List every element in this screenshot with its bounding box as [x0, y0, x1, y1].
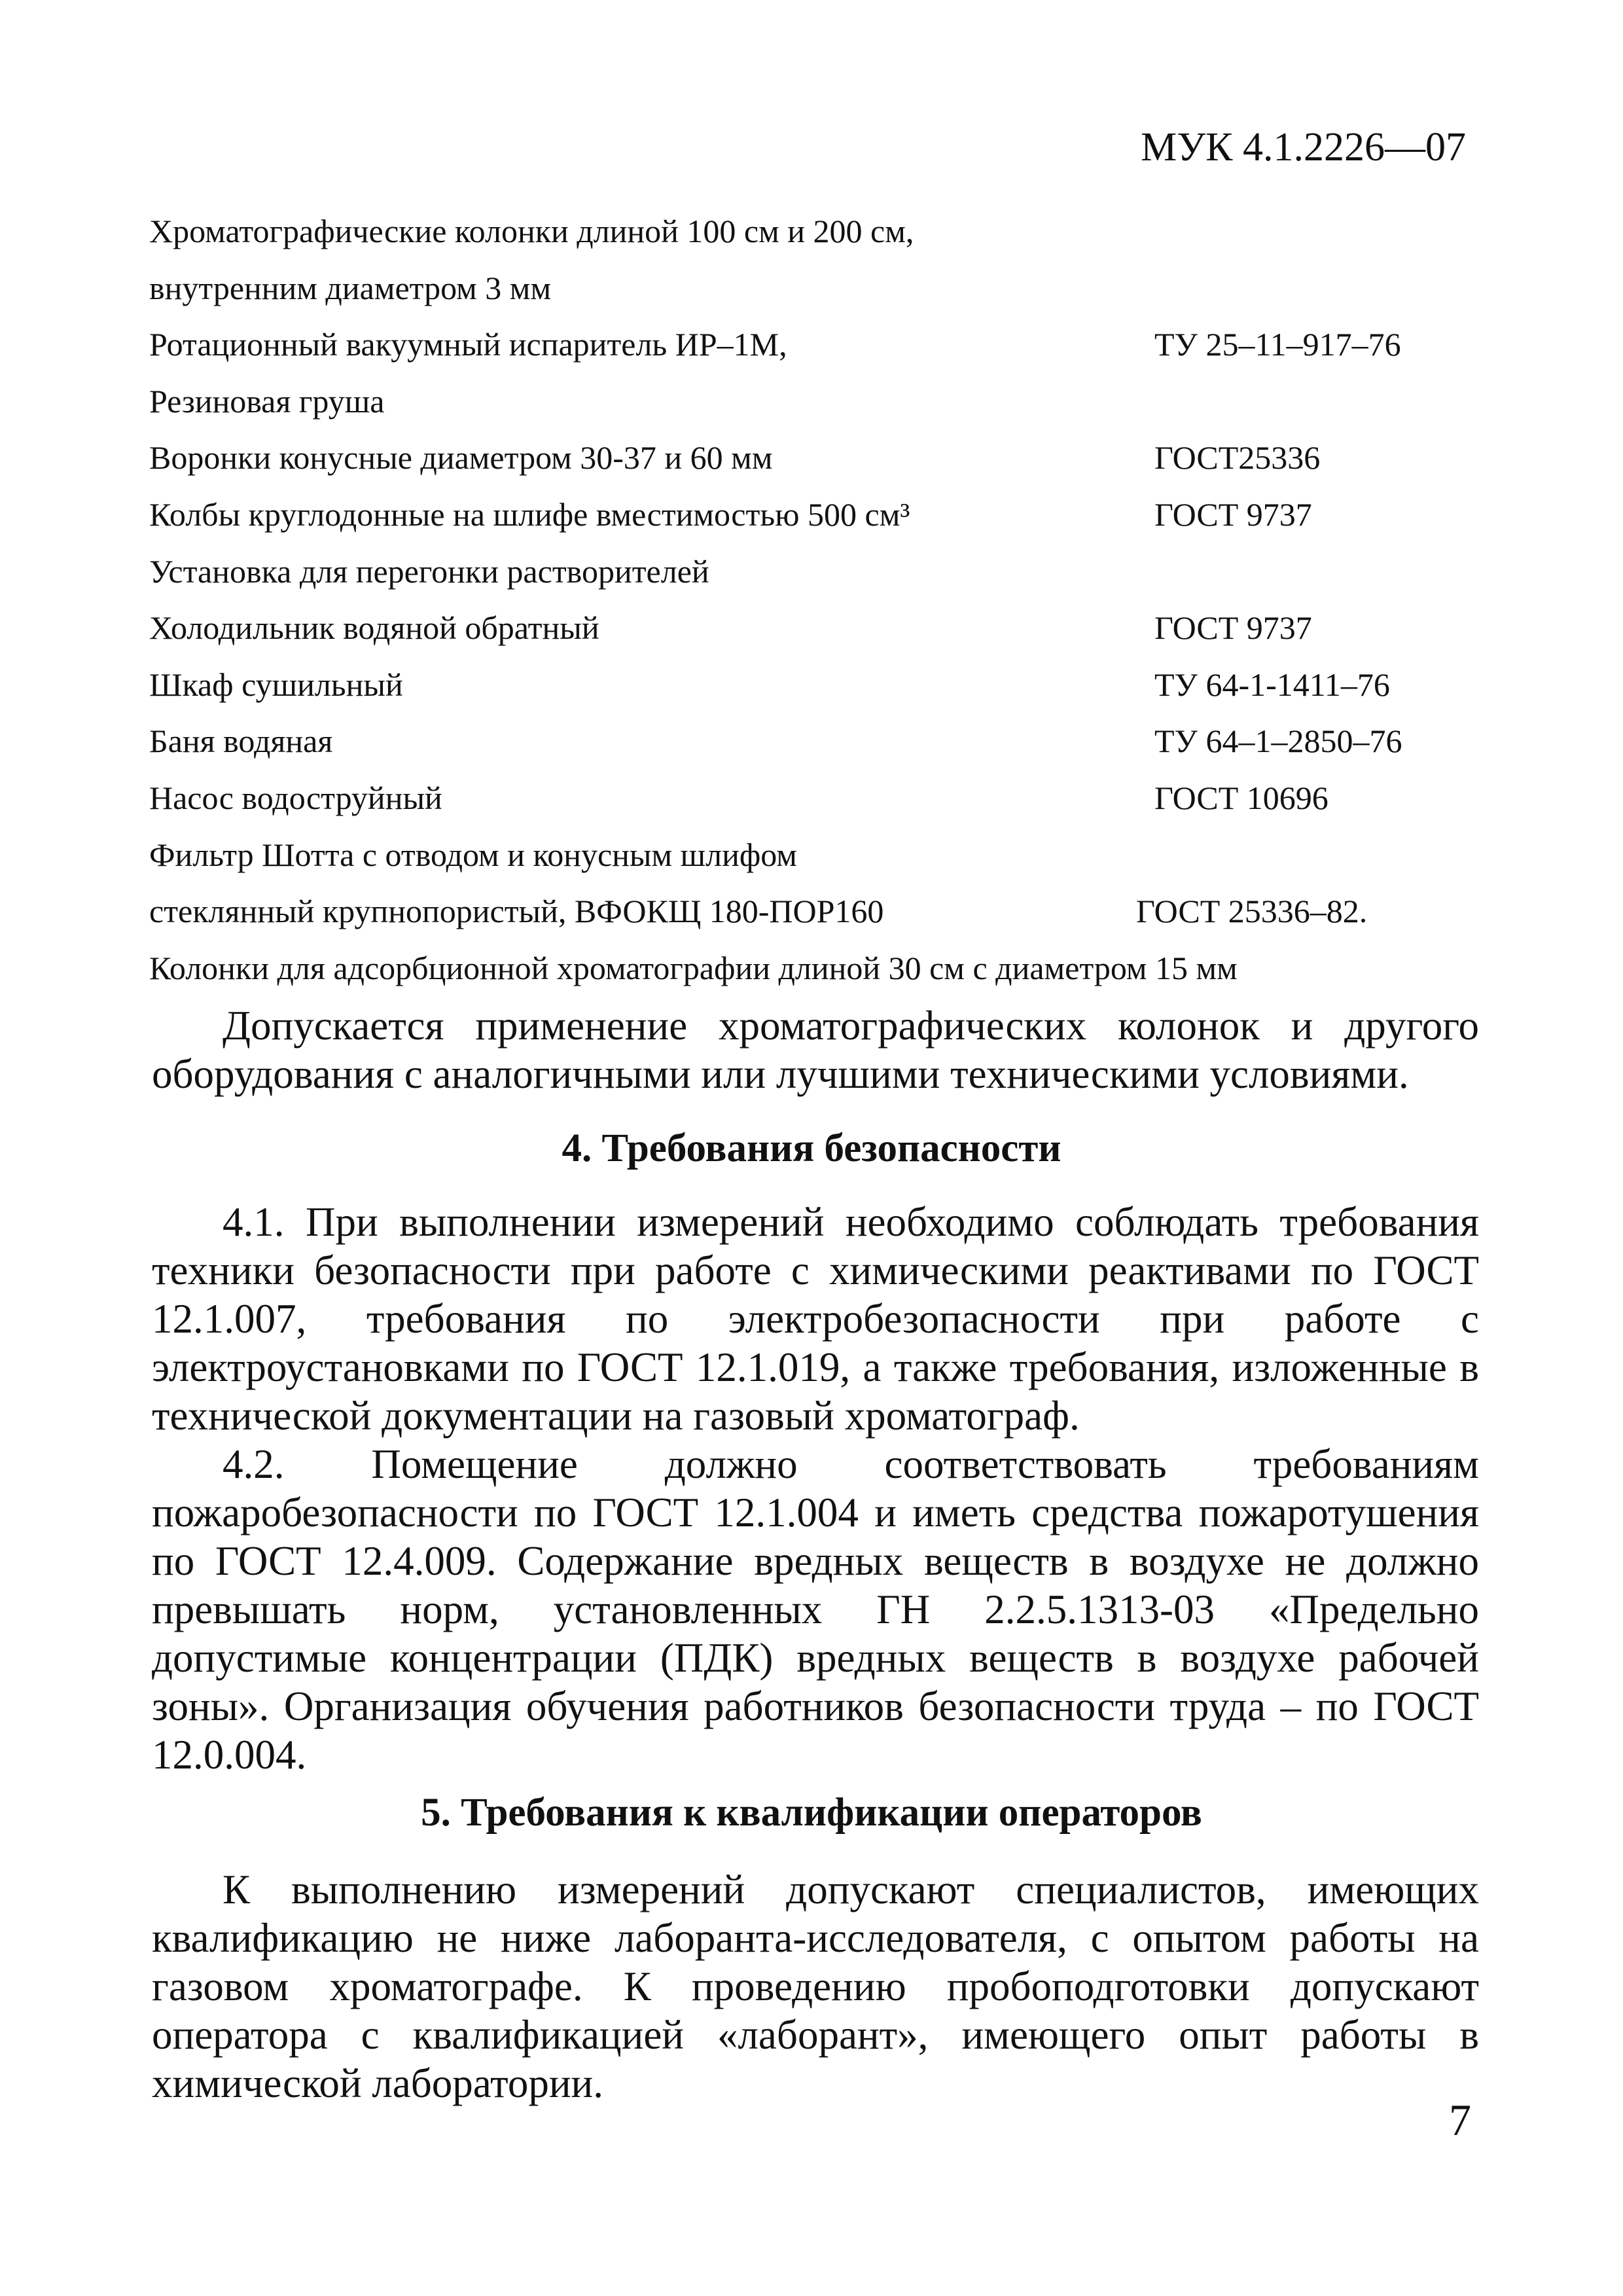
equipment-standard: ГОСТ 9737 [1154, 495, 1312, 533]
equipment-standard: ТУ 25–11–917–76 [1154, 326, 1401, 363]
section-4-heading: 4. Требования безопасности [562, 1126, 1061, 1170]
equipment-note: Допускается применение хроматографических колонок и другого оборудования с аналогичными или лучшими техническими условиями. [152, 1003, 1479, 1097]
equipment-name: Хроматографические колонки длиной 100 см и 200 см, [149, 213, 914, 249]
section-5-paragraph-1: К выполнению измерений допускают специалистов, имеющих квалификацию не ниже лаборанта-исследователя, с опытом работы на газовом хроматографе. К проведению пробоподготовки допускают оператора с квалификацией «лаборант», имеющего опыт работы в химической лаборатории. [152, 1867, 1479, 2106]
equipment-row [149, 260, 1484, 317]
equipment-row [149, 656, 1484, 713]
section-4-paragraph-1: 4.1. При выполнении измерений необходимо соблюдать требования техники безопасности при работе с химическими реактивами по ГОСТ 12.1.007, требования по электробезопасности при работе с электроустановками по ГОСТ 12.1.019, а также требования, изложенные в технической документации на газовый хроматограф. [152, 1199, 1479, 1439]
equipment-list [149, 203, 1484, 996]
equipment-name: Установка для перегонки растворителей [149, 552, 709, 590]
equipment-name: Колбы круглодонные на шлифе вместимостью 500 см³ [149, 495, 910, 533]
equipment-row [149, 486, 1484, 543]
equipment-row [149, 203, 1484, 260]
equipment-standard: ГОСТ 10696 [1154, 779, 1329, 816]
equipment-row [149, 429, 1484, 486]
equipment-row [149, 827, 1484, 884]
page-number: 7 [1449, 2095, 1471, 2145]
equipment-row [149, 543, 1484, 600]
equipment-standard: ГОСТ25336 [1154, 439, 1321, 476]
equipment-name: Резиновая груша [149, 382, 385, 420]
equipment-name: Баня водяная [149, 723, 333, 760]
equipment-row [149, 940, 1484, 997]
equipment-name: Холодильник водяной обратный [149, 609, 599, 647]
equipment-standard: ТУ 64–1–2850–76 [1154, 723, 1402, 760]
equipment-name: Фильтр Шотта с отводом и конусным шлифом [149, 836, 797, 873]
equipment-row [149, 600, 1484, 656]
equipment-name: стеклянный крупнопористый, ВФОКЩ 180-ПОР160 [149, 893, 884, 930]
equipment-row [149, 316, 1484, 373]
equipment-row [149, 713, 1484, 770]
equipment-name: Шкаф сушильный [149, 666, 403, 703]
equipment-name: Воронки конусные диаметром 30-37 и 60 мм [149, 439, 773, 476]
equipment-standard: ГОСТ 9737 [1154, 609, 1312, 647]
equipment-name: Ротационный вакуумный испаритель ИР–1М, [149, 326, 787, 363]
equipment-name: внутренним диаметром 3 мм [149, 269, 552, 306]
equipment-row [149, 770, 1484, 827]
document-code: МУК 4.1.2226—07 [1141, 125, 1466, 170]
equipment-standard: ГОСТ 25336–82. [1136, 893, 1368, 930]
equipment-row [149, 883, 1484, 940]
equipment-standard: ТУ 64-1-1411–76 [1154, 666, 1390, 703]
section-4-paragraph-2: 4.2. Помещение должно соответствовать требованиям пожаробезопасности по ГОСТ 12.1.004 и иметь средства пожаротушения по ГОСТ 12.4.009. Содержание вредных веществ в воздухе не должно превышать норм, установленных ГН 2.2.5.1313-03 «Предельно допустимые концентрации (ПДК) вредных веществ в воздухе рабочей зоны». Организация обучения работников безопасности труда – по ГОСТ 12.0.004. [152, 1441, 1479, 1778]
equipment-name: Колонки для адсорбционной хроматографии длиной 30 см с диаметром 15 мм [149, 949, 1238, 986]
equipment-name: Насос водоструйный [149, 779, 442, 816]
section-5-heading: 5. Требования к квалификации операторов [421, 1791, 1202, 1835]
equipment-row [149, 373, 1484, 430]
